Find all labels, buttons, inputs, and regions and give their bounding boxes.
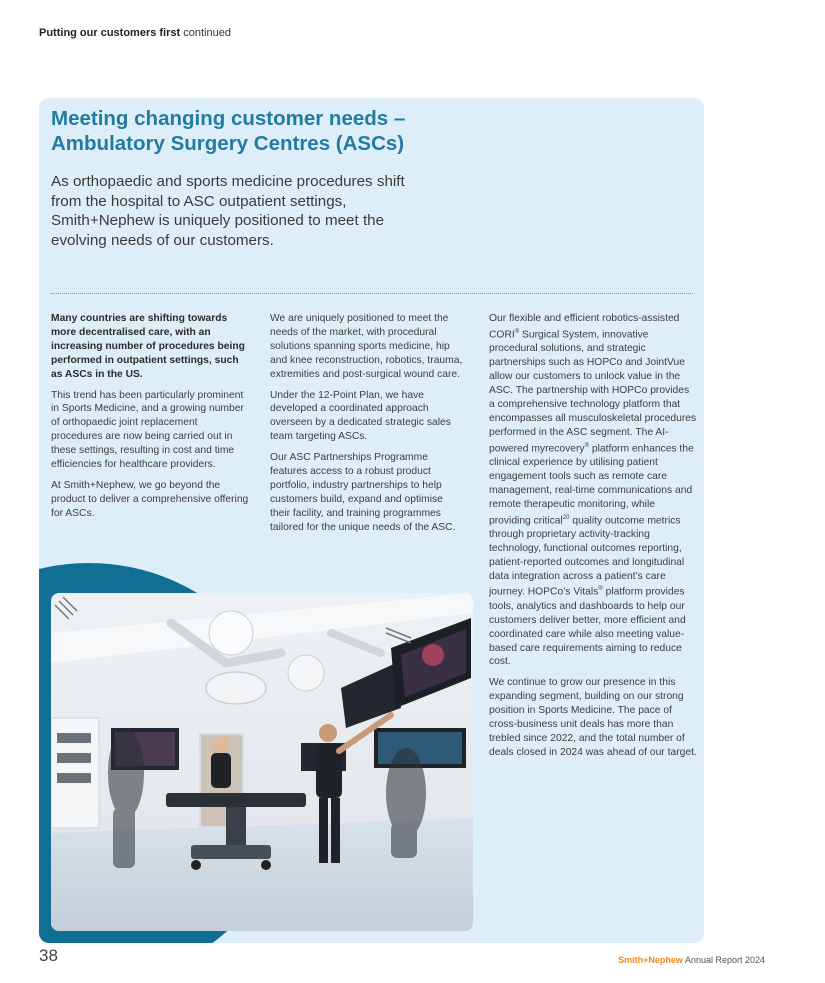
text-column-2 [270,312,465,542]
paragraph: Our ASC Partnerships Programme features access to a robust product portfolio, industry partnerships to help customers build, expand and optimise their facility, and training programmes tailored for the unique needs of the ASC. [270,452,456,533]
asc-feature-panel [39,98,704,943]
text-column-1 [51,312,251,528]
running-header-section: Putting our customers first [39,27,181,39]
paragraph: At Smith+Nephew, we go beyond the product to deliver a comprehensive offering for ASCs. [51,479,249,519]
report-footer [618,955,765,965]
panel-title: Meeting changing customer needs – Ambulatory Surgery Centres (ASCs) [51,107,406,155]
report-title: Annual Report 2024 [684,955,765,965]
paragraph: Our flexible and efficient robotics-assisted CORI® Surgical System, innovative procedural solutions, and strategic partnerships such as HOPCo and JointVue allow our customers to unlock value in the ASC. The partnership with HOPCo provides a comprehensive technology platform that encompasses all musculoskeletal procedures performed in the ASC segment. The AI-powered myrecovery® platform enhances the clinical experience by utilising patient engagement tools such as remote care management, real-time communications and remote therapeutic monitoring, while providing critical$^{20}$ quality outcome metrics through proprietary activity-tracking technology, functional outcomes reporting, patient-reported outcomes and longitudinal data integration across a patient’s care journey. HOPCo’s Vitals® platform provides tools, analytics and dashboards to help our customers deliver better, more efficient and coordinated care while also meeting value-based care requirements aiming to reduce cost. [489,313,697,668]
paragraph: Under the 12-Point Plan, we have developed a coordinated approach overseen by a dedicated strategic sales team targeting ASCs. [270,389,451,443]
operating-room-photo [51,593,473,931]
panel-lead-paragraph: As orthopaedic and sports medicine procedures shift from the hospital to ASC outpatient settings, Smith+Nephew is uniquely positioned to meet the evolving needs of our customers. [51,173,405,249]
paragraph: We are uniquely positioned to meet the needs of the market, with procedural solutions spanning sports medicine, hip and knee reconstruction, robotics, trauma, extremities and post-surgical wound care. [270,313,463,380]
footnote-ref: 20 [562,514,570,521]
paragraph: This trend has been particularly prominent in Sports Medicine, and a growing number of orthopaedic joint replacement procedures are now being carried out in these settings, resulting in cost and time efficiencies for healthcare providers. [51,389,244,471]
intro-paragraph: Many countries are shifting towards more decentralised care, with an increasing number of procedures being performed in outpatient settings, such as ASCs in the US. [51,313,245,380]
running-header-continued: continued [183,27,231,39]
dotted-divider [51,293,693,294]
running-header [39,27,231,39]
paragraph: We continue to grow our presence in this expanding segment, building on our strong position in Sports Medicine. The pace of cross-business unit deals has more than trebled since 2022, and the total number of deals closed in 2024 was ahead of our target. [489,677,697,758]
brand-name: Smith+Nephew [618,955,683,965]
page-number: 38 [39,946,58,965]
text-column-3 [489,312,697,767]
